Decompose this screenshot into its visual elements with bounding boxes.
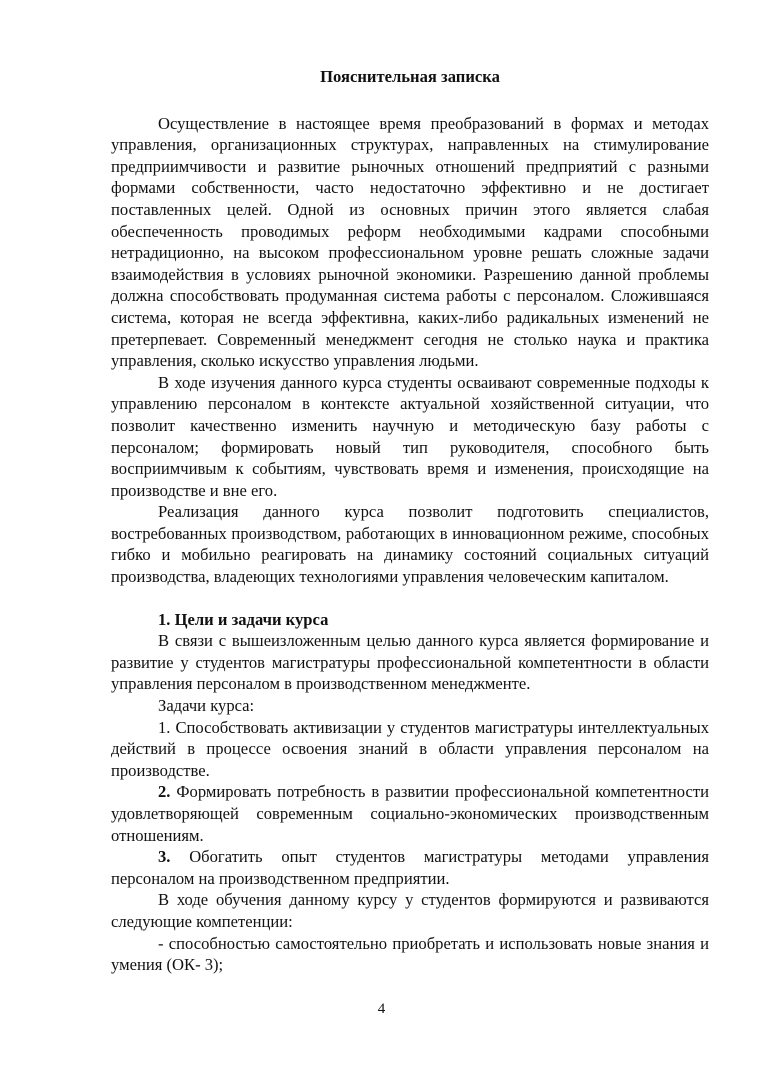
intro-paragraph-3: Реализация данного курса позволит подготовить специалистов, востребованных производством, работающих в инновационном режиме, способных гибко и мобильно реагировать на динамику состояний социальных ситуаций производства, владеющих технологиями управления человеческим капиталом. [111, 502, 709, 587]
document-page [111, 66, 709, 976]
task-number: 2. [158, 782, 171, 802]
task-number: 1. [158, 717, 171, 737]
task-text: Формировать потребность в развитии профессиональной компетентности удовлетворяющей современным социально-экономических производственным отношениям. [111, 782, 709, 845]
competency-item: - способностью самостоятельно приобретать и использовать новые знания и умения (ОК- 3); [111, 933, 709, 975]
page-number: 4 [377, 1001, 386, 1017]
page-title: Пояснительная записка [320, 67, 500, 86]
course-goal-paragraph: В связи с вышеизложенным целью данного курса является формирование и развитие у студентов магистратуры профессиональной компетентности в области управления персоналом в производственном менеджменте. [111, 631, 709, 694]
tasks-label: Задачи курса: [158, 696, 255, 716]
task-text: Способствовать активизации у студентов магистратуры интеллектуальных действий в процессе освоения знаний в области управления персоналом на производстве. [111, 717, 709, 780]
intro-paragraph-1: Осуществление в настоящее время преобразований в формах и методах управления, организационных структурах, направленных на стимулирование предприимчивости и развитие рыночных отношений предприятий с разными формами собственности, часто недостаточно эффективно и не достигает поставленных целей. Одной из основных причин этого является слабая обеспеченность проводимых реформ необходимыми кадрами способными нетрадиционно, на высоком профессиональном уровне решать сложные задачи взаимодействия в условиях рыночной экономики. Разрешению данной проблемы должна способствовать продуманная система работы с персоналом. Сложившаяся система, которая не всегда эффективна, каких-либо радикальных изменений не претерпевает. Современный менеджмент сегодня не столько наука и практика управления, сколько искусство управления людьми. [111, 113, 709, 371]
competencies-intro: В ходе обучения данному курсу у студентов формируются и развиваются следующие компетенции: [111, 890, 709, 931]
section-heading: 1. Цели и задачи курса [158, 609, 329, 629]
task-item-3 [111, 846, 709, 889]
task-text: Обогатить опыт студентов магистратуры методами управления персоналом на производственном предприятии. [111, 847, 709, 888]
task-item-2 [111, 781, 709, 846]
intro-paragraph-2: В ходе изучения данного курса студенты осваивают современные подходы к управлению персоналом в контексте актуальной хозяйственной ситуации, что позволит качественно изменить научную и методическую базу работы с персоналом; формировать новый тип руководителя, способного быть восприимчивым к событиям, чувствовать время и изменения, происходящие на производстве и вне его. [111, 372, 709, 500]
task-number: 3. [158, 847, 171, 867]
task-item-1 [111, 717, 709, 782]
